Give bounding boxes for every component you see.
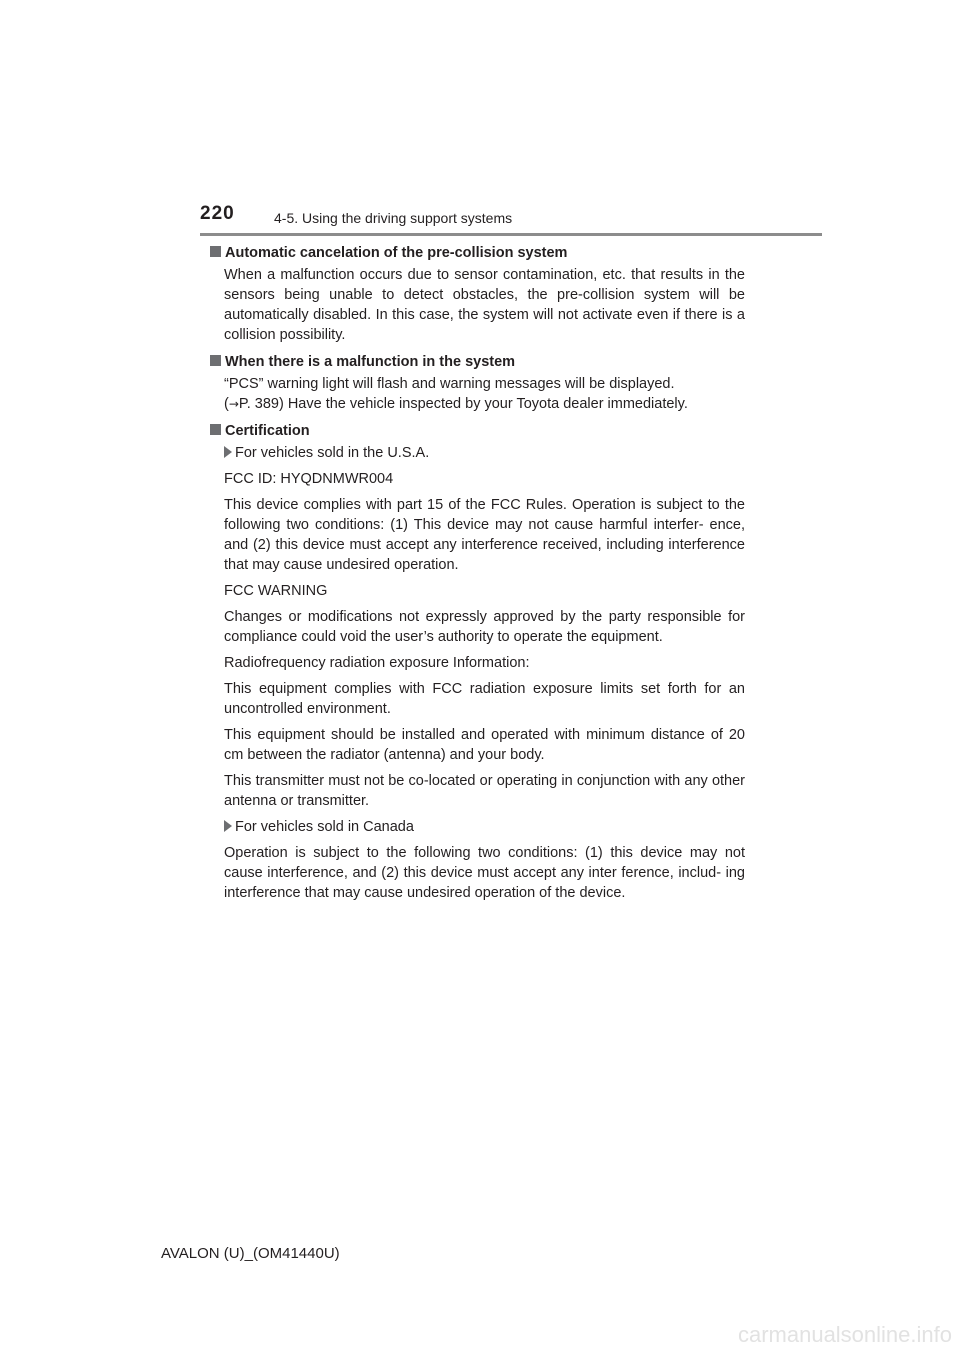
heading-malfunction [210,352,745,372]
paragraph-line: “PCS” warning light will flash and warning messages will be displayed. [224,376,675,392]
paragraph: This equipment complies with FCC radiation exposure limits set forth for an uncontrolled environment. [224,681,745,717]
sub-heading-canada [224,817,745,837]
right-triangle-icon [224,820,232,832]
square-bullet-icon [210,424,221,435]
fcc-id: FCC ID: HYQDNMWR004 [224,471,394,487]
paragraph: When a malfunction occurs due to sensor contamination, etc. that results in the sensors being unable to detect obstacles, the pre-collision system will be automatically disabled. In this case, the system will not activate even if there is a collision possibility. [224,267,745,343]
heading-text: Automatic cancelation of the pre-collision system [225,245,568,261]
paragraph: This device complies with part 15 of the FCC Rules. Operation is subject to the following two conditions: (1) This device may not cause harmful interfer- ence, and (2) this device must accept any interference received, including interference that may cause undesired operation. [224,497,745,573]
sub-heading-text: For vehicles sold in the U.S.A. [235,445,430,461]
footer-model: AVALON (U)_(OM41440U) [161,1245,340,1262]
heading-text: When there is a malfunction in the system [225,354,516,370]
fcc-warning: FCC WARNING [224,583,328,599]
square-bullet-icon [210,355,221,366]
page-header [200,203,822,236]
ref-open-paren: ( [224,396,229,412]
paragraph [224,374,745,414]
right-arrow-icon: → [228,397,239,411]
heading-certification [210,421,745,441]
right-triangle-icon [224,446,232,458]
paragraph-line: P. 389) Have the vehicle inspected by your Toyota dealer immediately. [238,396,688,412]
page-content [210,243,745,903]
heading-auto-cancel [210,243,745,263]
page-number: 220 [200,203,235,224]
paragraph: Changes or modifications not expressly approved by the party responsible for compliance could void the user’s authority to operate the equipment. [224,609,745,645]
watermark: carmanualsonline.info [737,1322,952,1347]
paragraph: Operation is subject to the following two conditions: (1) this device may not cause interference, and (2) this device must accept any inter ference, includ- ing interference that may cause undesired operation of the device. [224,845,745,901]
section-title: 4-5. Using the driving support systems [274,210,513,226]
paragraph: This transmitter must not be co-located or operating in conjunction with any other antenna or transmitter. [224,773,745,809]
square-bullet-icon [210,246,221,257]
rf-title: Radiofrequency radiation exposure Information: [224,655,530,671]
heading-text: Certification [225,423,310,439]
sub-heading-text: For vehicles sold in Canada [235,819,414,835]
sub-heading-usa [224,443,745,463]
paragraph: This equipment should be installed and operated with minimum distance of 20 cm between the radiator (antenna) and your body. [224,727,745,763]
